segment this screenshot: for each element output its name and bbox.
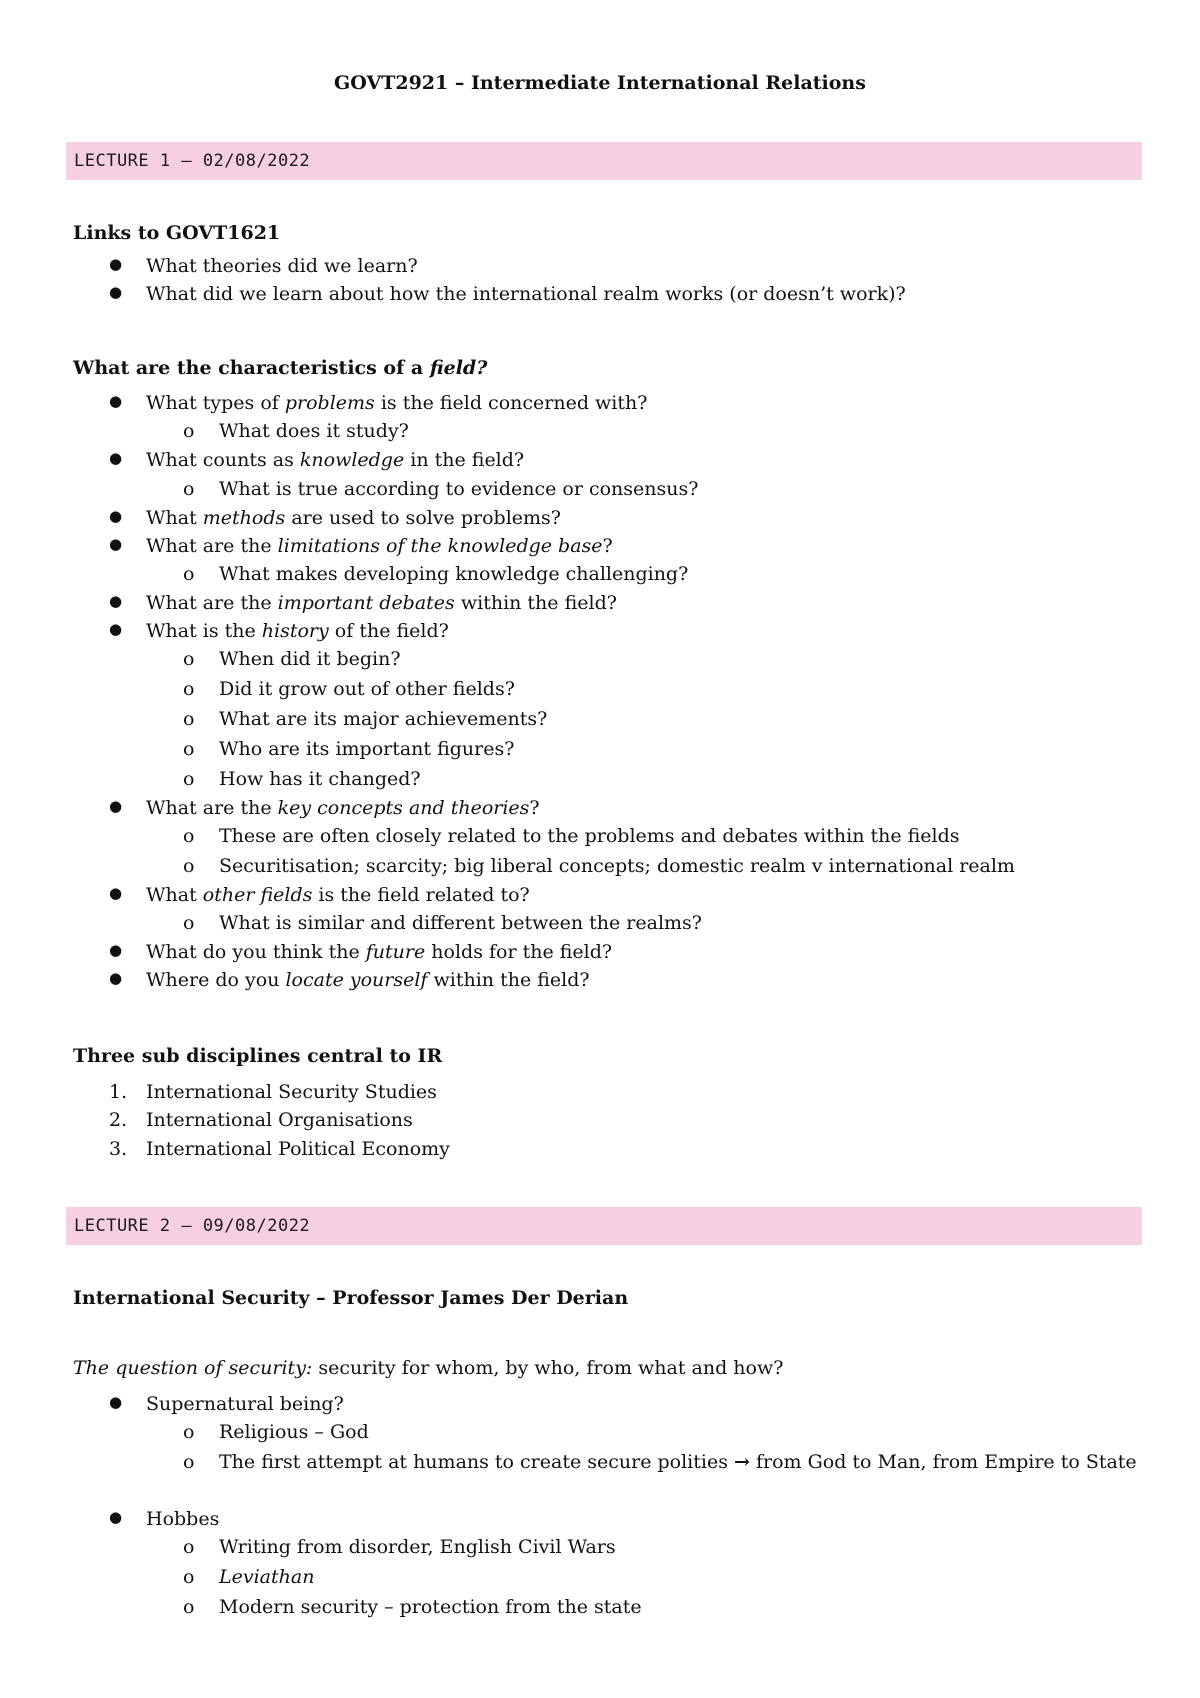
sub-bullet-marker: o bbox=[183, 648, 195, 670]
subdisciplines-list bbox=[73, 1081, 450, 1166]
links-heading: Links to GOVT1621 bbox=[73, 222, 281, 244]
sub-bullet-marker: o bbox=[183, 1421, 195, 1443]
links-list bbox=[73, 255, 906, 311]
list-item: o What makes developing knowledge challenging? bbox=[183, 563, 689, 585]
sub-bullet-marker: o bbox=[183, 708, 195, 730]
sub-bullet-marker: o bbox=[183, 563, 195, 585]
list-item: ● Supernatural being? bbox=[109, 1393, 344, 1415]
international-security-heading: International Security – Professor James Der Derian bbox=[73, 1287, 629, 1309]
bullet-marker: ● bbox=[109, 1393, 123, 1411]
list-item: o Did it grow out of other fields? bbox=[183, 678, 515, 700]
bullet-marker: ● bbox=[109, 941, 123, 959]
number-marker: 1. bbox=[109, 1081, 128, 1103]
list-item: o Leviathan bbox=[183, 1566, 315, 1588]
bullet-marker: ● bbox=[109, 535, 123, 553]
list-item: ● Where do you locate yourself within the field? bbox=[109, 969, 590, 991]
bullet-marker: ● bbox=[109, 449, 123, 467]
list-item: ● What counts as knowledge in the field? bbox=[109, 449, 525, 471]
bullet-marker: ● bbox=[109, 620, 123, 638]
list-item: o What are its major achievements? bbox=[183, 708, 548, 730]
characteristics-heading: What are the characteristics of a field? bbox=[73, 357, 488, 379]
list-item: ● What did we learn about how the international realm works (or doesn’t work)? bbox=[109, 283, 906, 305]
list-item: 1. International Security Studies bbox=[109, 1081, 437, 1103]
list-item: ● What do you think the future holds for the field? bbox=[109, 941, 613, 963]
bullet-marker: ● bbox=[109, 392, 123, 410]
list-item: ● What are the key concepts and theories? bbox=[109, 797, 540, 819]
bullet-marker: ● bbox=[109, 507, 123, 525]
list-item: o The first attempt at humans to create secure polities → from God to Man, from Empire to State bbox=[183, 1451, 1137, 1473]
document-title: GOVT2921 – Intermediate International Relations bbox=[334, 72, 866, 94]
list-item: 3. International Political Economy bbox=[109, 1138, 450, 1160]
right-arrow-icon: → bbox=[734, 1451, 750, 1473]
list-item: o What is similar and different between the realms? bbox=[183, 912, 702, 934]
list-item: 2. International Organisations bbox=[109, 1109, 413, 1131]
list-item: o Modern security – protection from the state bbox=[183, 1596, 642, 1618]
sub-bullet-marker: o bbox=[183, 678, 195, 700]
sub-bullet-marker: o bbox=[183, 825, 195, 847]
number-marker: 3. bbox=[109, 1138, 128, 1160]
list-item: o These are often closely related to the problems and debates within the fields bbox=[183, 825, 960, 847]
sub-bullet-marker: o bbox=[183, 478, 195, 500]
sub-bullet-marker: o bbox=[183, 855, 195, 877]
security-list bbox=[73, 1393, 1179, 1626]
bullet-marker: ● bbox=[109, 884, 123, 902]
sub-bullet-marker: o bbox=[183, 1536, 195, 1558]
list-item: o Religious – God bbox=[183, 1421, 369, 1443]
lecture-1-header: LECTURE 1 – 02/08/2022 bbox=[66, 142, 1142, 180]
list-item: ● What types of problems is the field concerned with? bbox=[109, 392, 648, 414]
list-item: ● What are the limitations of the knowledge base? bbox=[109, 535, 613, 557]
list-item: ● What methods are used to solve problems? bbox=[109, 507, 561, 529]
subdisciplines-heading: Three sub disciplines central to IR bbox=[73, 1045, 443, 1067]
number-marker: 2. bbox=[109, 1109, 128, 1131]
sub-bullet-marker: o bbox=[183, 912, 195, 934]
list-item: ● What are the important debates within the field? bbox=[109, 592, 617, 614]
sub-bullet-marker: o bbox=[183, 738, 195, 760]
bullet-marker: ● bbox=[109, 797, 123, 815]
list-item: o What is true according to evidence or consensus? bbox=[183, 478, 699, 500]
list-item: ● What is the history of the field? bbox=[109, 620, 449, 642]
security-question: The question of security: security for whom, by who, from what and how? bbox=[73, 1357, 784, 1379]
sub-bullet-marker: o bbox=[183, 420, 195, 442]
bullet-marker: ● bbox=[109, 283, 123, 301]
bullet-marker: ● bbox=[109, 1508, 123, 1526]
list-item: o Securitisation; scarcity; big liberal concepts; domestic realm v international realm bbox=[183, 855, 1015, 877]
list-item: ● What theories did we learn? bbox=[109, 255, 418, 277]
list-item: ● What other fields is the field related to? bbox=[109, 884, 530, 906]
list-item: o Who are its important figures? bbox=[183, 738, 515, 760]
list-item: o Writing from disorder, English Civil Wars bbox=[183, 1536, 616, 1558]
bullet-marker: ● bbox=[109, 592, 123, 610]
sub-bullet-marker: o bbox=[183, 1451, 195, 1473]
bullet-marker: ● bbox=[109, 255, 123, 273]
characteristics-list bbox=[73, 392, 1015, 997]
list-item: o What does it study? bbox=[183, 420, 409, 442]
list-item: o How has it changed? bbox=[183, 768, 421, 790]
list-item: ● Hobbes bbox=[109, 1508, 220, 1530]
list-item: o When did it begin? bbox=[183, 648, 401, 670]
sub-bullet-marker: o bbox=[183, 1596, 195, 1618]
sub-bullet-marker: o bbox=[183, 768, 195, 790]
sub-bullet-marker: o bbox=[183, 1566, 195, 1588]
lecture-2-header: LECTURE 2 – 09/08/2022 bbox=[66, 1207, 1142, 1245]
bullet-marker: ● bbox=[109, 969, 123, 987]
